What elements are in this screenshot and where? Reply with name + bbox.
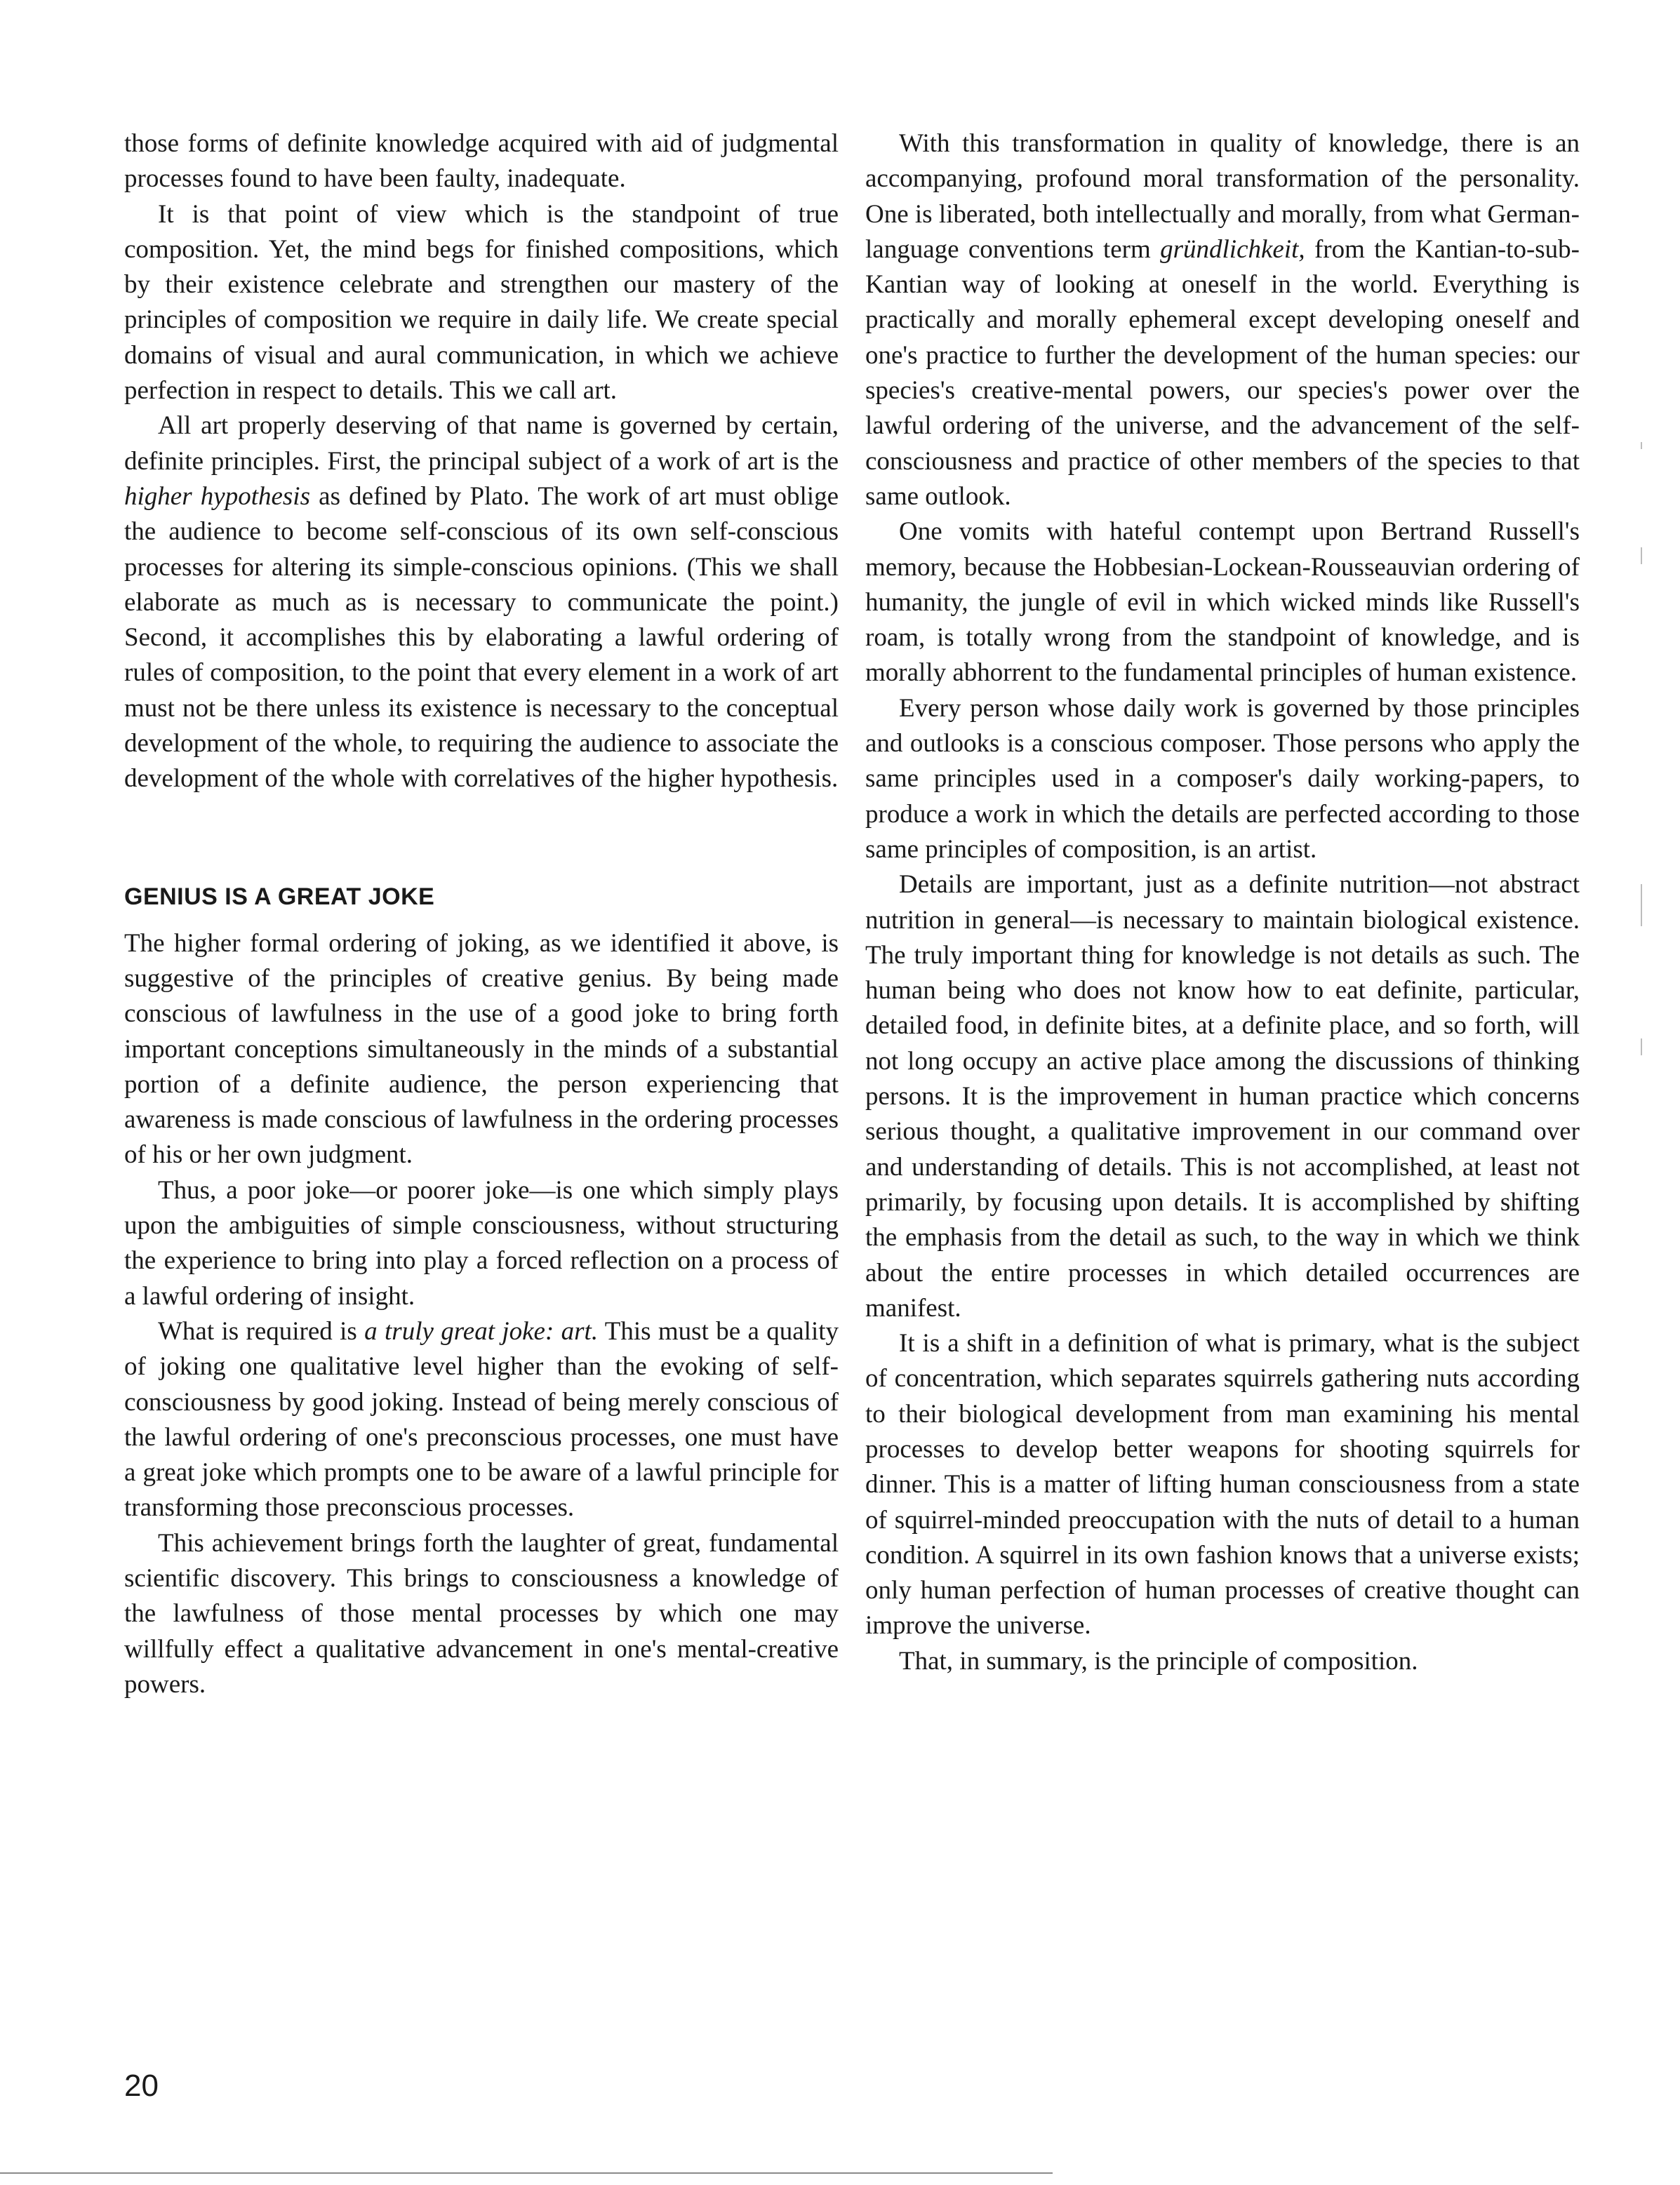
right-paragraph-1-italic: gründlichkeit,	[1160, 234, 1305, 264]
right-paragraph-1-text-a: With this transformation in quality of knowledge, there is an accompanying, profound moral transformation of the personality. One is liberated, both intellectually and morally, from what German-language conventions term	[865, 129, 1580, 264]
margin-mark	[1641, 1038, 1642, 1055]
left-paragraph-7: This achievement brings forth the laughter of great, fundamental scientific discovery. This brings to consciousness a knowledge of the lawfulness of those mental processes by which one may willfully effect a qualitative advancement in one's mental-creative powers.	[124, 1528, 839, 1699]
bottom-rule	[0, 2172, 1053, 2174]
left-paragraph-5: Thus, a poor joke—or poorer joke—is one which simply plays upon the ambiguities of simple consciousness, without structuring the experience to bring into play a forced reflection on a process of a lawful ordering of insight.	[124, 1175, 839, 1311]
left-paragraph-3-italic: higher hypothesis	[124, 481, 310, 511]
left-paragraph-2: It is that point of view which is the standpoint of true composition. Yet, the mind begs for finished compositions, which by their existence celebrate and strengthen our mastery of the principles of composition we require in daily life. We create special domains of visual and aural communication, in which we achieve perfection in respect to details. This we call art.	[124, 199, 839, 406]
left-paragraph-6-italic: a truly great joke: art.	[364, 1316, 599, 1346]
left-paragraph-3-text-b: as defined by Plato. The work of art must oblige the audience to become self-conscious of its own self-conscious processes for altering its simple-conscious opinions. (This we shall elaborate as much as is necessary to communicate the point.) Second, it accomplishes this by elaborating a lawful ordering of rules of composition, to the point that every element in a work of art must not be there unless its existence is necessary to the conceptual development of the whole, to requiring the audience to associate the development of the whole with correlatives of the higher hypothesis.	[124, 481, 839, 794]
left-paragraph-3	[124, 408, 839, 796]
right-paragraph-1-text-b: from the Kantian-to-sub-Kantian way of looking at oneself in the world. Everything is practically and morally ephemeral except developing oneself and one's practice to further the development of the human species: our species's creative-mental powers, our species's power over the lawful ordering of the universe, and the advancement of the self-consciousness and practice of other members of the species to that same outlook.	[865, 234, 1580, 511]
section-heading: GENIUS IS A GREAT JOKE	[124, 883, 435, 910]
right-paragraph-5: It is a shift in a definition of what is primary, what is the subject of concentration, which separates squirrels gathering nuts according to their biological development from man examining his mental processes to develop better weapons for shooting squirrels for dinner. This is a matter of lifting human consciousness from a state of squirrel-minded preoccupation with the nuts of detail to a human condition. A squirrel in its own fashion knows that a universe exists; only human perfection of human processes of creative thought can improve the universe.	[865, 1329, 1580, 1641]
right-paragraph-2: One vomits with hateful contempt upon Bertrand Russell's memory, because the Hobbesian-Lockean-Rousseauvian ordering of humanity, the jungle of evil in which wicked minds like Russell's roam, is totally wrong from the standpoint of knowledge, and is morally abhorrent to the fundamental principles of human existence.	[865, 517, 1580, 688]
left-paragraph-3-text-a: All art properly deserving of that name is governed by certain, definite principles. First, the principal subject of a work of art is the	[124, 411, 839, 476]
left-paragraph-6	[124, 1314, 839, 1526]
right-paragraph-1	[865, 126, 1580, 514]
margin-mark	[1641, 547, 1642, 564]
left-paragraph-1: those forms of definite knowledge acquired with aid of judgmental processes found to have been faulty, inadequate.	[124, 129, 839, 194]
margin-marks	[1638, 421, 1652, 1263]
right-column	[865, 126, 1580, 1679]
margin-mark	[1641, 442, 1642, 449]
left-column	[124, 126, 839, 1702]
left-paragraph-4: The higher formal ordering of joking, as we identified it above, is suggestive of the principles of creative genius. By being made conscious of lawfulness in the use of a good joke to bring forth important conceptions simultaneously in the minds of a substantial portion of a definite audience, the person experiencing that awareness is made conscious of lawfulness in the ordering processes of his or her own judgment.	[124, 928, 839, 1170]
right-paragraph-3: Every person whose daily work is governed by those principles and outlooks is a conscious composer. Those persons who apply the same principles used in a composer's daily working-papers, to produce a work in which the details are perfected according to those same principles of composition, is an artist.	[865, 693, 1580, 864]
margin-mark	[1641, 884, 1642, 926]
right-paragraph-6: That, in summary, is the principle of composition.	[899, 1646, 1418, 1676]
left-paragraph-6-text-a: What is required is	[158, 1316, 365, 1346]
page-number: 20	[124, 2069, 159, 2103]
left-paragraph-6-text-b: This must be a quality of joking one qualitative level higher than the evoking of self-consciousness by good joking. Instead of being merely conscious of the lawful ordering of one's preconscious processes, one must have a great joke which prompts one to be aware of a lawful principle for transforming those preconscious processes.	[124, 1316, 839, 1523]
right-paragraph-4: Details are important, just as a definite nutrition—not abstract nutrition in general—is necessary to maintain biological existence. The truly important thing for knowledge is not details as such. The human being who does not know how to eat definite, particular, detailed food, in definite bites, at a definite place, and so forth, will not long occupy an active place among the discussions of thinking persons. It is the improvement in human practice which concerns serious thought, a qualitative improvement in our command over and understanding of details. This is not accomplished, at least not primarily, by focusing upon details. It is accomplished by shifting the emphasis from the detail as such, to the way in which we think about the entire processes in which detailed occurrences are manifest.	[865, 870, 1580, 1323]
